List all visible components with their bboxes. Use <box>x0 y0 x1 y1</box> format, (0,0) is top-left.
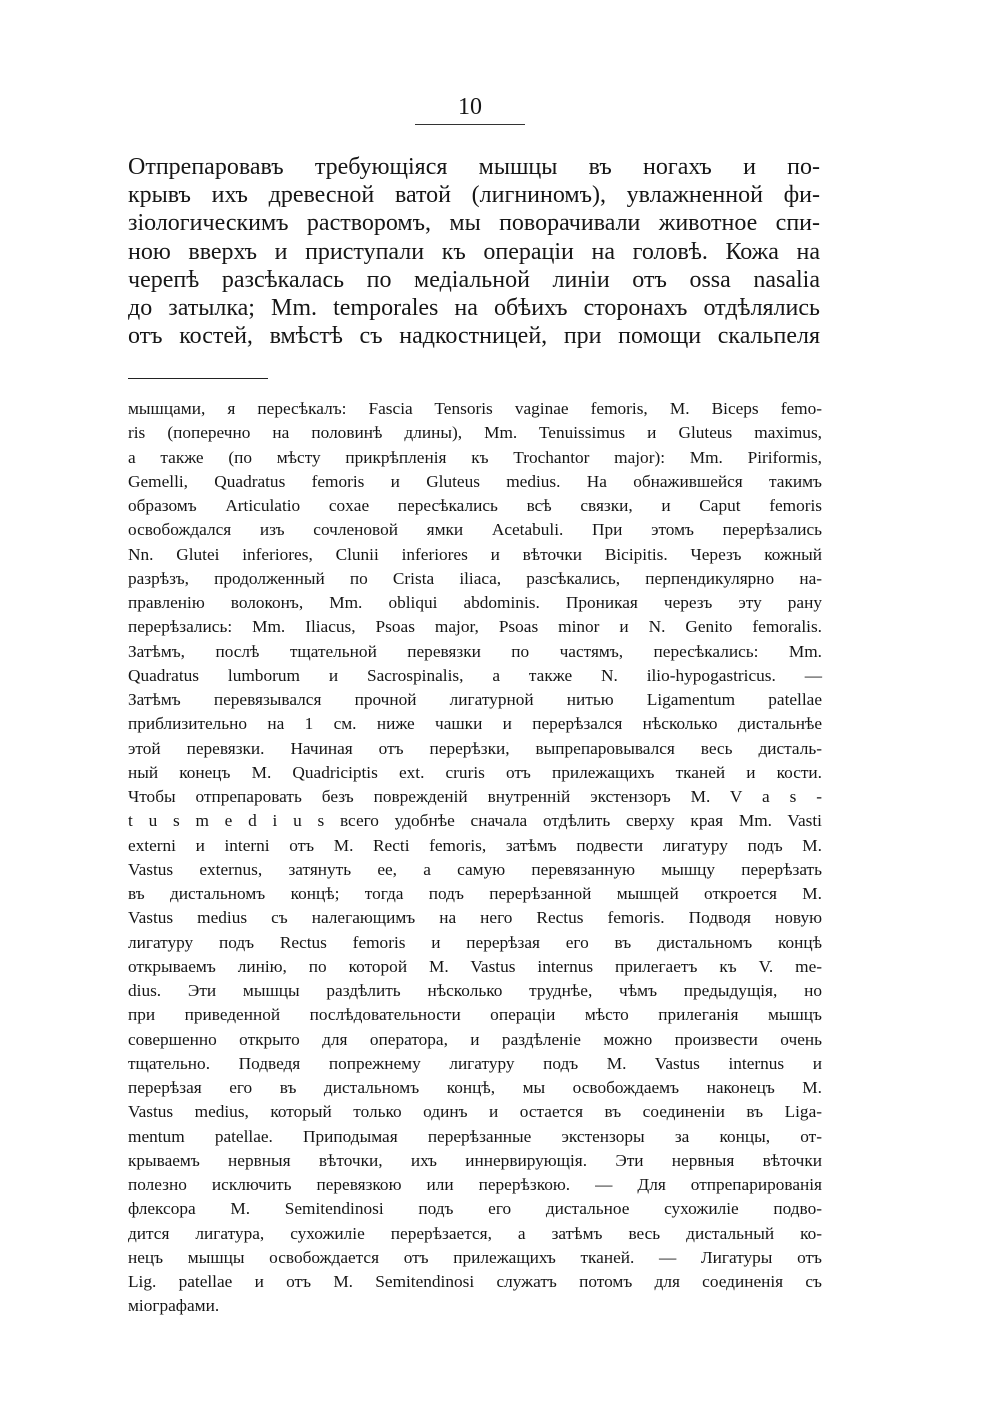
footnote-line: въ дистальномъ концѣ; тогда подъ перерѣзанной мышцей откроется M. <box>128 884 822 903</box>
footnote-line: а также (по мѣсту прикрѣпленія къ Trochantor major): Mm. Piriformis, <box>128 447 822 467</box>
main-text-line: до затылка; Mm. temporales на обѣихъ сторонахъ отдѣлялись <box>128 294 820 321</box>
footnote-line: Vastus externus, затянуть ее, а самую перевязанную мышцу перерѣзать <box>128 859 822 879</box>
footnote-line: Vastus medius съ налегающимъ на него Rectus femoris. Подводя новую <box>128 908 822 928</box>
footnote-line: флексора M. Semitendinosi подъ его дистальное сухожиліе подво- <box>128 1199 822 1219</box>
footnote-line: Lig. patellae и отъ M. Semitendinosi служатъ потомъ для соединенія съ <box>128 1272 822 1291</box>
footnote-line: Quadratus lumborum и Sacrospinalis, а также N. ilio-hypogastricus. — <box>128 665 822 685</box>
footnote-line: Vastus medius, который только одинъ и остается въ соединеніи въ Liga- <box>128 1102 822 1122</box>
footnote-line: ный конецъ M. Quadriciptis ext. cruris отъ прилежащихъ тканей и кости. <box>128 762 822 782</box>
footnote-line: нецъ мышцы освобождается отъ прилежащихъ тканей. — Лигатуры отъ <box>128 1247 822 1267</box>
footnote-line: Nn. Glutei inferiores, Clunii inferiores и вѣточки Bicipitis. Черезъ кожный <box>128 544 822 564</box>
footnote-line: перерѣзались: Mm. Iliacus, Psoas major, Psoas minor и N. Genito femoralis. <box>128 617 822 637</box>
footnote-line: дится лигатура, сухожиліе перерѣзается, а затѣмъ весь дистальный ко- <box>128 1223 822 1243</box>
footnote-line: приблизительно на 1 см. ниже чашки и перерѣзался нѣсколько дистальнѣе <box>128 714 822 734</box>
footnote <box>128 397 822 1319</box>
main-text-line: черепѣ разсѣкалась по медіальной линіи отъ ossa nasalia <box>128 266 820 293</box>
footnote-line: этой перевязки. Начиная отъ перерѣзки, выпрепаровывался весь дисталь- <box>128 738 822 758</box>
main-text-line: Отпрепаровавъ требующіяся мышцы въ ногахъ и по- <box>128 154 820 180</box>
footnote-line: Затѣмъ перевязывался прочной лигатурной нитью Ligamentum patellae <box>128 690 822 709</box>
footnote-line: лигатуру подъ Rectus femoris и перерѣзая его въ дистальномъ концѣ <box>128 932 822 952</box>
footnote-line: образомъ Articulatio coxae пересѣкались всѣ связки, и Caput femoris <box>128 496 822 515</box>
footnote-line: совершенно открыто для оператора, и раздѣленіе можно произвести очень <box>128 1029 822 1049</box>
footnote-line: dius. Эти мышцы раздѣлить нѣсколько труднѣе, чѣмъ предыдущія, но <box>128 981 822 1000</box>
footnote-line: міографами. <box>128 1296 220 1316</box>
page-number: 10 <box>458 94 482 120</box>
footnote-line: полезно исключить перевязкою или перерѣзкою. — Для отпрепарированія <box>128 1175 822 1194</box>
footnote-line: Gemelli, Quadratus femoris и Gluteus medius. На обнажившейся такимъ <box>128 471 822 491</box>
footnote-line: при приведенной послѣдовательности операціи мѣсто прилеганія мышцъ <box>128 1005 822 1025</box>
main-text-line: крывъ ихъ древесной ватой (лигниномъ), увлажненной фи- <box>128 182 820 209</box>
footnote-line: mentum patellae. Приподымая перерѣзанные экстензоры за концы, от- <box>128 1126 822 1146</box>
footnote-line: Затѣмъ, послѣ тщательной перевязки по частямъ, пересѣкались: Mm. <box>128 641 822 661</box>
main-text-line: зіологическимъ растворомъ, мы поворачивали животное спи- <box>128 210 820 237</box>
page-number-rule <box>415 124 525 125</box>
main-text-line: отъ костей, вмѣстѣ съ надкостницей, при помощи скальпеля <box>128 323 820 350</box>
footnote-line: ris (поперечно на половинѣ длины), Mm. Tenuissimus и Gluteus maximus, <box>128 423 822 443</box>
footnote-line: externi и interni отъ M. Recti femoris, затѣмъ подвести лигатуру подъ M. <box>128 835 822 855</box>
footnote-line: t u s m e d i u s всего удобнѣе сначала отдѣлить сверху края Mm. Vasti <box>128 811 822 831</box>
footnote-separator <box>128 378 268 379</box>
footnote-line: перерѣзая его въ дистальномъ концѣ, мы освобождаемъ наконецъ M. <box>128 1078 822 1097</box>
footnote-line: освобождался изъ сочленовой ямки Acetabuli. При этомъ перерѣзались <box>128 520 822 540</box>
main-text-line: ною вверхъ и приступали къ операціи на головѣ. Кожа на <box>128 238 820 265</box>
footnote-line: тщательно. Подведя попрежнему лигатуру подъ M. Vastus internus и <box>128 1053 822 1073</box>
main-paragraph <box>128 153 820 350</box>
footnote-line: разрѣзъ, продолженный по Crista iliaca, разсѣкались, перпендикулярно на- <box>128 568 822 588</box>
footnote-line: мышцами, я пересѣкалъ: Fascia Tensoris vaginae femoris, M. Biceps femo- <box>128 399 822 418</box>
footnote-line: Чтобы отпрепаровать безъ поврежденій внутренній экстензоръ M. V a s - <box>128 787 822 806</box>
footnote-line: открываемъ линію, по которой M. Vastus internus прилегаетъ къ V. me- <box>128 956 822 976</box>
footnote-line: правленію волоконъ, Mm. obliqui abdominis. Проникая черезъ эту рану <box>128 593 822 612</box>
footnote-line: крываемъ нервныя вѣточки, ихъ иннервирующія. Эти нервныя вѣточки <box>128 1150 822 1170</box>
